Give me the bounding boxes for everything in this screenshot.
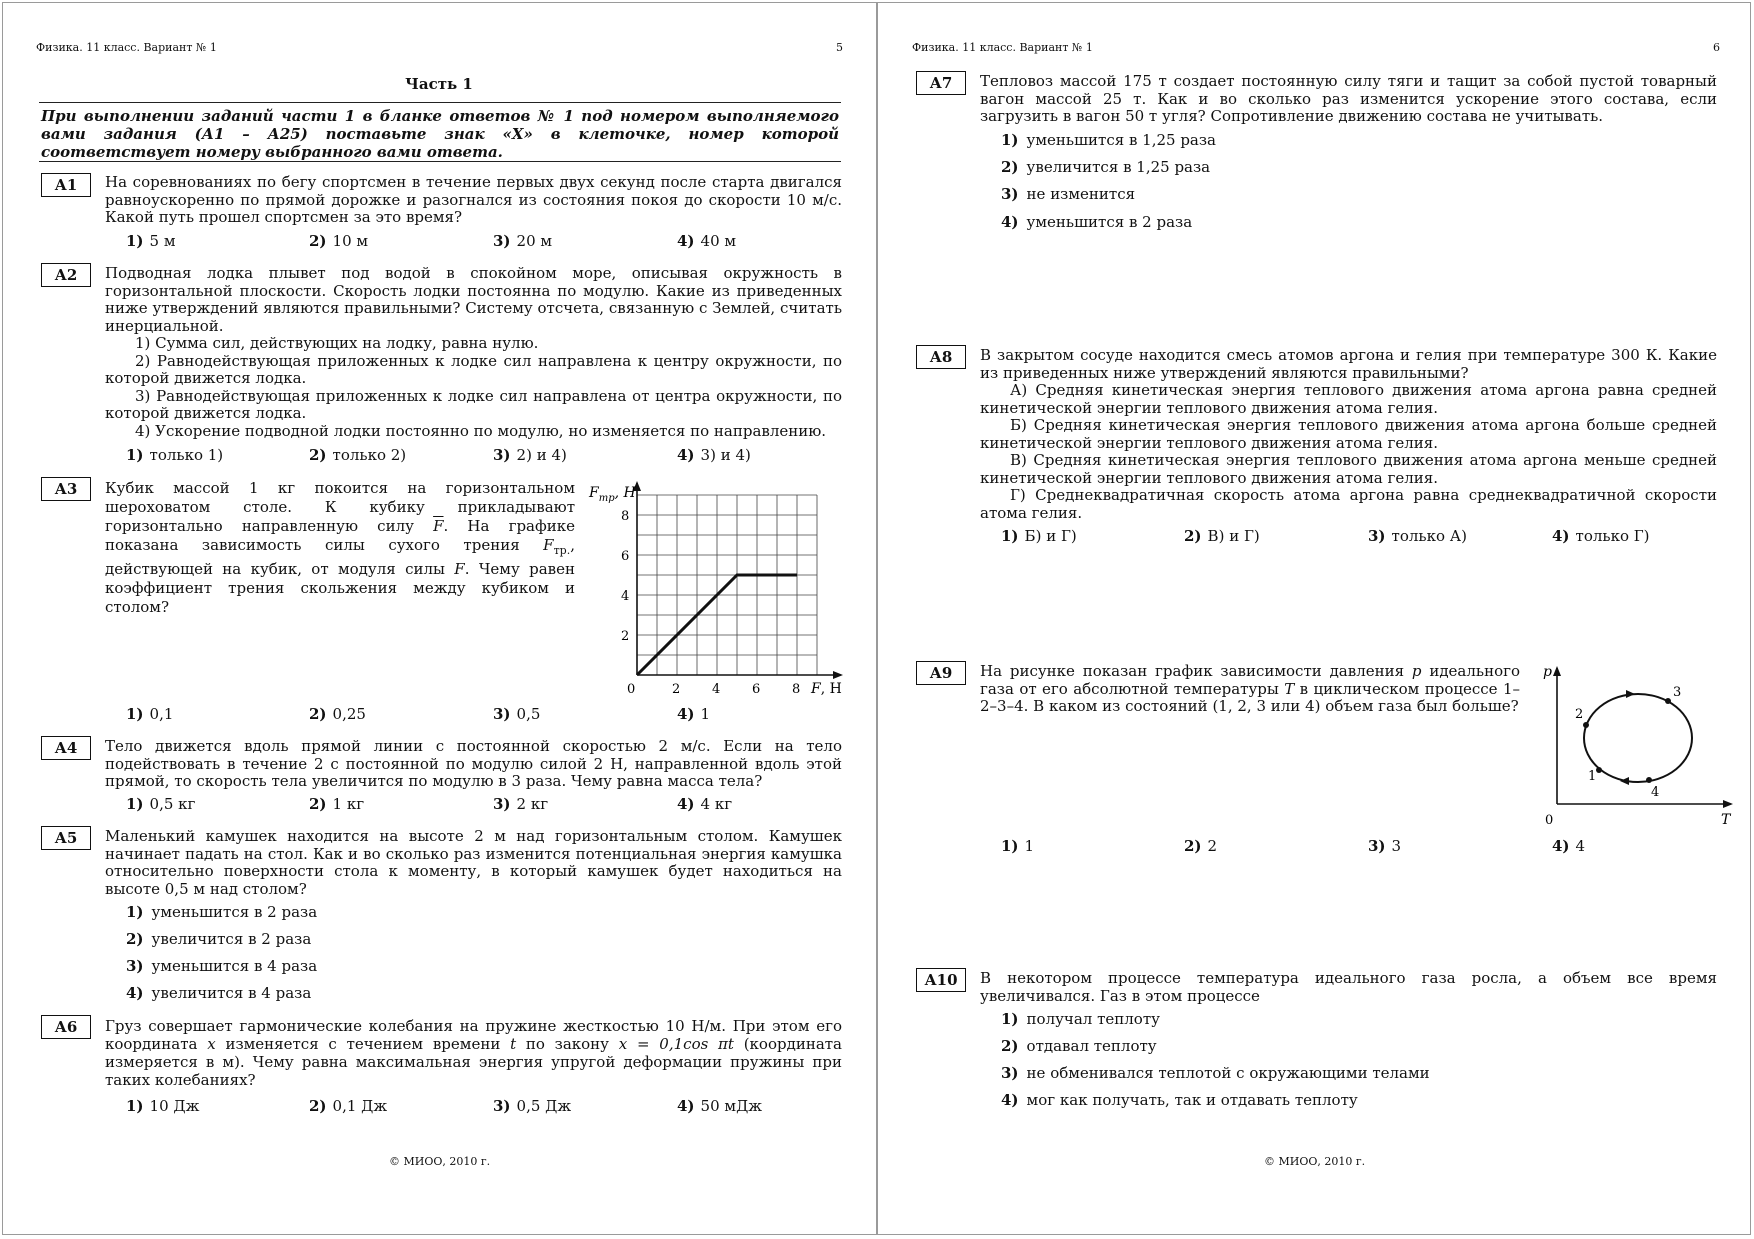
state-point-1 [1596,767,1602,773]
part-title: Часть 1 [405,75,473,93]
question-text: На рисунке показан график зависимости давления p идеального газа от его абсолютной температуры T в циклическом процессе 1–2–3–4. В каком из состояний (1, 2, 3 или 4) объем газа был больше? [980,662,1520,715]
answer-option: 2) 1 кг [309,795,365,813]
direction-arrow [1620,777,1629,785]
answer-option: 1) 5 м [126,232,176,250]
y-tick-label: 2 [621,629,630,644]
statement: Б) Средняя кинетическая энергия теплового движения атома аргона больше средней кинетической энергии теплового движения атома гелия. [980,416,1717,452]
point-label: 4 [1651,785,1660,800]
question-label: А5 [41,826,91,850]
x-axis-arrow [1723,800,1733,808]
point-label: 1 [1588,769,1597,784]
x-axis-arrow [833,671,843,679]
page-header: Физика. 11 класс. Вариант № 1 [36,41,217,54]
answer-option: 2) только 2) [309,446,407,464]
answer-option: 2) отдавал теплоту [1001,1037,1157,1055]
x-tick-label: 2 [672,682,681,697]
answer-option: 3) уменьшится в 4 раза [126,957,318,975]
x-axis-label: T [1721,812,1731,828]
question-text: На соревнованиях по бегу спортсмен в течение первых двух секунд после старта двигался равноускоренно по прямой дорожке и разогнался из состояния покоя до скорости 10 м/с. Какой путь прошел спортсмен за это время? [105,173,842,226]
y-axis-label: $F_{тр}$, Н [589,485,636,504]
instruction-text: При выполнении заданий части 1 в бланке ответов № 1 под номером выполняемого вами задания (А1 – А25) поставьте знак «X» в клеточке, номер которой соответствует номеру выбранного вами ответа. [41,107,839,161]
origin-label: 0 [1545,813,1554,828]
question-label: А9 [916,661,966,685]
answer-option: 1) 0,1 [126,705,174,723]
pressure-temperature-diagram [1523,658,1743,833]
point-label: 3 [1673,685,1682,700]
x-axis-label: F, Н [811,681,842,697]
question-text: Тело движется вдоль прямой линии с постоянной скоростью 2 м/с. Если на тело подействовать в течение 2 с постоянной по модулю силой 2 Н, направленной вдоль этой прямой, то скорость тела увеличится по модулю в 3 раза. Чему равна масса тела? [105,737,842,790]
answer-option: 3) 20 м [493,232,553,250]
answer-option: 4) только Г) [1552,527,1650,545]
page-footer: © МИОО, 2010 г. [389,1155,491,1168]
y-axis-label: p [1543,664,1552,680]
answer-option: 3) 2) и 4) [493,446,567,464]
answer-option: 3) 3 [1368,837,1402,855]
question-label: А3 [41,477,91,501]
x-tick-label: 8 [792,682,801,697]
state-point-3 [1665,698,1671,704]
y-axis-arrow [1553,666,1561,676]
question-label: А4 [41,736,91,760]
statement: 1) Сумма сил, действующих на лодку, равна нулю. [135,334,539,352]
friction-force-chart [581,473,847,703]
answer-option: 1) Б) и Г) [1001,527,1077,545]
y-tick-label: 6 [621,549,630,564]
answer-option: 3) не обменивался теплотой с окружающими телами [1001,1064,1430,1082]
question-text [105,265,842,440]
question-stem: Подводная лодка плывет под водой в спокойном море, описывая окружность в горизонтальной плоскости. Скорость лодки постоянна по модулю. Какие из приведенных ниже утверждений являются правильными? Систему отсчета, связанную с Землей, считать инерциальной. [105,264,842,335]
point-label: 2 [1575,707,1584,722]
answer-option: 4) 1 [677,705,711,723]
page-number: 6 [1713,41,1720,54]
x-tick-label: 6 [752,682,761,697]
answer-option: 2) 2 [1184,837,1218,855]
answer-option: 2) 0,25 [309,705,366,723]
answer-option: 1) только 1) [126,446,224,464]
question-text [980,347,1717,522]
divider [39,102,841,103]
answer-option: 4) 4 кг [677,795,733,813]
answer-option: 1) получал теплоту [1001,1010,1160,1028]
divider [39,161,841,162]
force-symbol: $\overline{F}$ [433,517,444,535]
question-label: А1 [41,173,91,197]
question-label: А6 [41,1015,91,1039]
answer-option: 3) только А) [1368,527,1467,545]
question-text: В некотором процессе температура идеального газа росла, а объем все время увеличивался. Газ в этом процессе [980,969,1717,1005]
answer-option: 2) увеличится в 2 раза [126,930,312,948]
answer-option: 4) уменьшится в 2 раза [1001,213,1193,231]
statement: Г) Среднеквадратичная скорость атома аргона равна среднеквадратичной скорости атома гелия. [980,486,1717,522]
answer-option: 2) увеличится в 1,25 раза [1001,158,1211,176]
x-tick-label: 4 [712,682,721,697]
question-text: Тепловоз массой 175 т создает постоянную силу тяги и тащит за собой пустой товарный вагон массой 25 т. Как и во сколько раз изменится ускорение этого состава, если загрузить в вагон 50 т угля? Сопротивление движению состава не учитывать. [980,72,1717,125]
answer-option: 4) мог как получать, так и отдавать теплоту [1001,1091,1358,1109]
direction-arrow [1626,690,1635,698]
answer-option: 1) 1 [1001,837,1035,855]
question-label: А2 [41,263,91,287]
statement: 4) Ускорение подводной лодки постоянно по модулю, но изменяется по направлению. [135,421,827,440]
answer-option: 3) не изменится [1001,185,1136,203]
statement: В) Средняя кинетическая энергия теплового движения атома аргона меньше средней кинетической энергии теплового движения атома гелия. [980,451,1717,487]
page-number: 5 [836,41,843,54]
x-tick-label: 0 [627,682,636,697]
state-point-2 [1583,722,1589,728]
answer-option: 2) 10 м [309,232,369,250]
question-text: Маленький камушек находится на высоте 2 м над горизонтальным столом. Камушек начинает падать на стол. Как и во сколько раз изменится потенциальная энергия камушка относительно поверхности стола к моменту, в который камушек будет находиться на высоте 0,5 м над столом? [105,827,842,898]
question-text: Груз совершает гармонические колебания на пружине жесткостью 10 Н/м. При этом его координата x изменяется с течением времени t по закону x = 0,1cos πt (координата измеряется в м). Чему равна максимальная энергия упругой деформации пружины при таких колебаниях? [105,1017,843,1089]
answer-option: 3) 0,5 Дж [493,1097,572,1115]
formula: x = 0,1cos πt [618,1035,734,1053]
question-stem: В закрытом сосуде находится смесь атомов аргона и гелия при температуре 300 К. Какие из приведенных ниже утверждений являются правильными? [980,346,1717,382]
answer-option: 4) 40 м [677,232,737,250]
page-header: Физика. 11 класс. Вариант № 1 [912,41,1093,54]
answer-option: 1) уменьшится в 1,25 раза [1001,131,1217,149]
answer-option: 1) 0,5 кг [126,795,196,813]
page-footer: © МИОО, 2010 г. [1264,1155,1366,1168]
statement: А) Средняя кинетическая энергия теплового движения атома аргона равна средней кинетической энергии теплового движения атома гелия. [980,381,1717,417]
answer-option: 2) В) и Г) [1184,527,1260,545]
answer-option: 4) 3) и 4) [677,446,751,464]
answer-option: 2) 0,1 Дж [309,1097,388,1115]
page-right [877,2,1751,1235]
question-label: А10 [916,968,966,992]
answer-option: 4) 50 мДж [677,1097,763,1115]
question-label: А7 [916,71,966,95]
y-tick-label: 8 [621,509,630,524]
statement: 3) Равнодействующая приложенных к лодке сил направлена от центра окружности, по которой движется лодка. [105,386,842,422]
answer-option: 4) 4 [1552,837,1586,855]
question-text: Кубик массой 1 кг покоится на горизонтальном шероховатом столе. К кубику прикладывают горизонтально направленную силу $\overline{F}$. На графике показана зависимость силы сухого трения $F_{тр.}$, действующей на кубик, от модуля силы F. Чему равен коэффициент трения скольжения между кубиком и столом? [105,479,576,616]
answer-option: 1) 10 Дж [126,1097,200,1115]
y-tick-label: 4 [621,589,630,604]
answer-option: 3) 0,5 [493,705,541,723]
state-point-4 [1646,777,1652,783]
answer-option: 4) увеличится в 4 раза [126,984,312,1002]
answer-option: 1) уменьшится в 2 раза [126,903,318,921]
answer-option: 3) 2 кг [493,795,549,813]
page-left [2,2,877,1235]
statement: 2) Равнодействующая приложенных к лодке сил направлена к центру окружности, по которой движется лодка. [105,351,842,387]
question-label: А8 [916,345,966,369]
